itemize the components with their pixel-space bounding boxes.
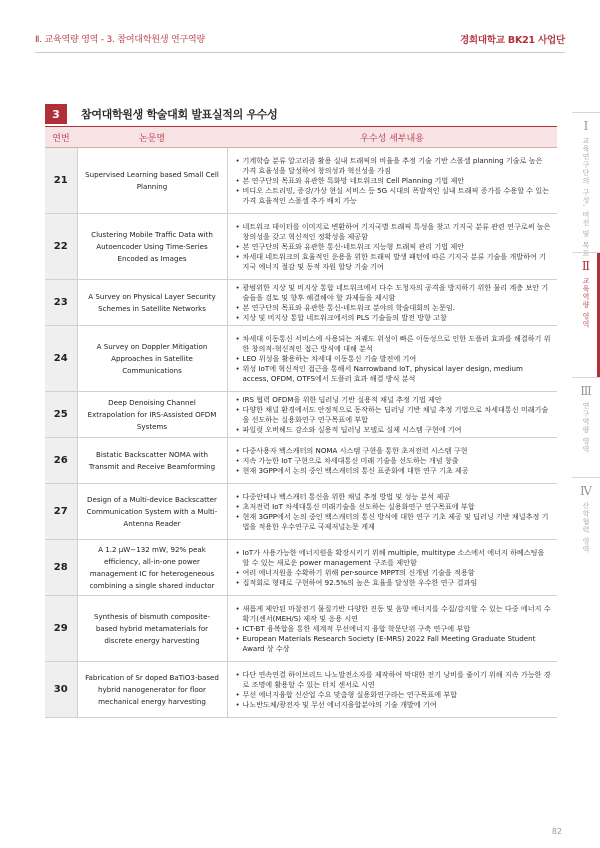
detail-item: • ICT-BT 융복합을 통한 세계적 무선에너지 융합 학문단위 구축 연구에 부합 — [236, 624, 552, 634]
paper-title: Clustering Mobile Traffic Data with Autoencoder Using Time-Series Encoded as Images — [77, 214, 227, 280]
detail-item: • 현재 3GPP에서 논의 중인 백스캐터의 통신 방식에 대한 연구 기초 제공 및 딥러닝 기반 채널추정 기법을 적용한 우수연구로 국제저널논문 게재 — [236, 512, 552, 532]
detail-list — [236, 670, 552, 710]
row-number: 28 — [45, 540, 77, 596]
table-row — [45, 326, 557, 392]
excellence-details — [227, 280, 557, 326]
paper-title: Design of a Multi-device Backscatter Communication System with a Multi-Antenna Reader — [77, 484, 227, 540]
detail-item: • European Materials Research Society (E-MRS) 2022 Fall Meeting Graduate Student Award 상 수상 — [236, 634, 552, 654]
detail-list — [236, 548, 552, 588]
table-row — [45, 484, 557, 540]
detail-item: • 초저전력 IoT 차세대통신 미래기술을 선도하는 실용화연구 연구목표에 부합 — [236, 502, 552, 512]
row-number: 21 — [45, 148, 77, 214]
row-number: 26 — [45, 438, 77, 484]
detail-item: • 지속 가능한 IoT 구현으로 차세대통신 미래 기술을 선도하는 개념 창출 — [236, 456, 552, 466]
detail-list — [236, 283, 552, 323]
excellence-details — [227, 392, 557, 438]
detail-list — [236, 604, 552, 654]
detail-list — [236, 222, 552, 272]
row-number: 24 — [45, 326, 77, 392]
section-heading — [45, 104, 277, 124]
paper-title: A Survey on Doppler Mitigation Approaches in Satellite Communications — [77, 326, 227, 392]
row-number: 30 — [45, 662, 77, 718]
paper-title: Synthesis of bismuth composite-based hybrid metamaterials for discrete energy harvesting — [77, 596, 227, 662]
table-row — [45, 438, 557, 484]
detail-item: • IRS 협력 OFDM을 위한 딥러닝 기반 실용적 채널 추정 기법 제안 — [236, 395, 552, 405]
detail-item: • 새롭게 제안된 마찰전기 물질기반 다양한 진동 및 음향 에너지를 수집/감지할 수 있는 다중 에너지 수확기(센서(MEH/S) 제작 및 응용 시연 — [236, 604, 552, 624]
header-org-label: 경희대학교 BK21 사업단 — [459, 35, 565, 46]
detail-list — [236, 334, 552, 384]
excellence-details — [227, 662, 557, 718]
detail-item: • 위성 IoT에 혁신적인 접근을 통해서 Narrowband IoT, physical layer design, medium access, OFDM, OTFS에서 도플러 효과 해결 방식 분석 — [236, 364, 552, 384]
excellence-details — [227, 596, 557, 662]
side-tab-label: 연구역량 영역 — [582, 402, 590, 454]
excellence-details — [227, 148, 557, 214]
header-section-label: Ⅱ. 교육역량 영역 - 3. 참여대학원생 연구역량 — [35, 35, 205, 45]
section-title: 참여대학원생 학술대회 발표실적의 우수성 — [81, 108, 278, 121]
column-header-number: 연번 — [45, 127, 77, 148]
table-row — [45, 540, 557, 596]
detail-item: • 현재 3GPP에서 논의 중인 백스캐터의 통신 표준화에 대한 연구 기초 제공 — [236, 466, 552, 476]
paper-title: Fabrication of Sr doped BaTiO3-based hybrid nanogenerator for floor mechanical energy harvesting — [77, 662, 227, 718]
page-number: 82 — [551, 827, 562, 836]
table-header-row — [45, 127, 557, 148]
row-number: 27 — [45, 484, 77, 540]
detail-item: • 다중안테나 백스캐터 통신을 위한 채널 추정 방법 및 성능 분석 제공 — [236, 492, 552, 502]
side-tab-numeral: Ⅰ — [583, 119, 589, 133]
side-tab-label: 교육연구단의 구성, 비전 및 목표 — [582, 137, 590, 258]
detail-list — [236, 492, 552, 532]
side-tab-1[interactable] — [572, 112, 600, 258]
detail-item: • 나노반도체/광전자 및 무선 에너지융합분야의 기술 개발에 기여 — [236, 700, 552, 710]
side-tab-numeral: Ⅲ — [580, 384, 592, 398]
side-tab-numeral: Ⅳ — [580, 484, 592, 498]
detail-item: • 차세대 이동통신 서비스에 사용되는 저궤도 위성이 빠른 이동성으로 인한 도플러 효과를 해결하기 위한 창의적-혁신적인 접근 방식에 대해 분석 — [236, 334, 552, 354]
table-row — [45, 392, 557, 438]
detail-list — [236, 395, 552, 435]
detail-item: • 다양한 채널 환경에서도 안정적으로 동작하는 딥러닝 기반 채널 추정 기법으로 차세대통신 미래기술을 선도하는 실용화연구 연구목표에 부합 — [236, 405, 552, 425]
row-number: 25 — [45, 392, 77, 438]
detail-list — [236, 446, 552, 476]
detail-item: • 네트워크 데이터를 이미지로 변환하여 기지국별 트래픽 특성을 찾고 기지국 분류 관련 연구로써 높은 창의성을 갖고 혁신적인 정확성을 제공함 — [236, 222, 552, 242]
detail-item: • 기계학습 분류 알고리즘 활용 실내 트래픽의 비율을 추정 기술 기반 스몰셀 planning 기술로 높은 가격 효율성을 달성하여 창의성과 혁신성을 가짐 — [236, 156, 552, 176]
paper-title: Deep Denoising Channel Extrapolation for IRS-Assisted OFDM Systems — [77, 392, 227, 438]
detail-item: • 무선 에너지융합 신산업 수요 맞춤형 실용화연구라는 연구목표에 부합 — [236, 690, 552, 700]
detail-item: • 다단 연속연결 하이브리드 나노발전소자를 제작하여 막대한 전기 낭비를 줄이기 위해 지속 가능한 경로 조명에 활용할 수 있는 터치 센서로 시연 — [236, 670, 552, 690]
paper-title: Bistatic Backscatter NOMA with Transmit and Receive Beamforming — [77, 438, 227, 484]
side-tab-label: 산학협력 영역 — [582, 502, 590, 554]
table-row — [45, 148, 557, 214]
table-row — [45, 596, 557, 662]
section-number-badge: 3 — [45, 104, 67, 124]
paper-title: A 1.2 μW−132 mW, 92% peak efficiency, all-in-one power management IC for heterogeneous combining a single shared inductor — [77, 540, 227, 596]
table-row — [45, 662, 557, 718]
paper-title: Supervised Learning based Small Cell Planning — [77, 148, 227, 214]
excellence-details — [227, 214, 557, 280]
row-number: 23 — [45, 280, 77, 326]
side-tab-3[interactable] — [572, 377, 600, 477]
detail-item: • 본 연구단의 목표와 유관한 통신-네트워크 지능형 트래픽 관리 기법 제안 — [236, 242, 552, 252]
detail-item: • 다중사용자 백스캐터의 NOMA 시스템 구현을 통한 초저전력 시스템 구현 — [236, 446, 552, 456]
detail-item: • 본 연구단의 목표와 유관한 통신-네트워크 분야의 학술대회의 논문임. — [236, 303, 552, 313]
table-row — [45, 214, 557, 280]
detail-item: • 지상 및 비지상 통합 네트워크에서의 PLS 기술들의 발전 방향 고찰 — [236, 313, 552, 323]
excellence-details — [227, 326, 557, 392]
presentation-table — [45, 126, 557, 718]
side-tab-numeral: Ⅱ — [581, 259, 591, 273]
detail-item: • IoT가 사용가능한 에너지원을 확장시키기 위해 multiple, multitype 소스에서 에너지 하베스팅을 할 수 있는 새로운 power management 구조를 제안함 — [236, 548, 552, 568]
paper-title: A Survey on Physical Layer Security Schemes in Satellite Networks — [77, 280, 227, 326]
excellence-details — [227, 540, 557, 596]
detail-item: • 집적회로 형태로 구현하여 92.5%의 높은 효율을 달성한 우수한 연구 결과임 — [236, 578, 552, 588]
row-number: 22 — [45, 214, 77, 280]
column-header-title: 논문명 — [77, 127, 227, 148]
side-tab-label: 교육역량 영역 — [582, 277, 590, 329]
detail-item: • 여러 에너지원을 수확하기 위해 per-source MPPT의 신개념 기술을 적용함 — [236, 568, 552, 578]
side-tab-4[interactable] — [572, 477, 600, 607]
detail-item: • 비디오 스트리밍, 증강/가상 현실 서비스 등 5G 시대의 폭발적인 실내 트래픽 증가를 수용할 수 있는 가격 효율적인 스몰셀 추가 배치 가능 — [236, 186, 552, 206]
detail-item: • 본 연구단의 목표와 유관한 특화망 네트워크의 Cell Planning 기법 제안 — [236, 176, 552, 186]
row-number: 29 — [45, 596, 77, 662]
side-navigation — [572, 112, 600, 607]
excellence-details — [227, 438, 557, 484]
table-row — [45, 280, 557, 326]
detail-list — [236, 156, 552, 206]
page-header — [35, 32, 565, 52]
column-header-details: 우수성 세부내용 — [227, 127, 557, 148]
header-divider — [35, 52, 565, 53]
detail-item: • LEO 위성을 활용하는 차세대 이동통신 기술 발전에 기여 — [236, 354, 552, 364]
detail-item: • 파일럿 오버헤드 감소와 실용적 딥러닝 모델로 실제 시스템 구현에 기여 — [236, 425, 552, 435]
side-tab-2[interactable] — [572, 252, 600, 377]
detail-item: • 광범위한 지상 및 비지상 통합 네트워크에서 다수 도청자의 공격을 방지하기 위한 물리 계층 보안 기술들을 검토 및 향후 해결해야 할 과제들을 제시함 — [236, 283, 552, 303]
excellence-details — [227, 484, 557, 540]
detail-item: • 차세대 네트워크의 효율적인 운용을 위한 트래픽 발생 패턴에 따른 기지국 분류 기술을 개발하여 기지국 에너지 절감 및 동적 자원 할당 기술 기여 — [236, 252, 552, 272]
